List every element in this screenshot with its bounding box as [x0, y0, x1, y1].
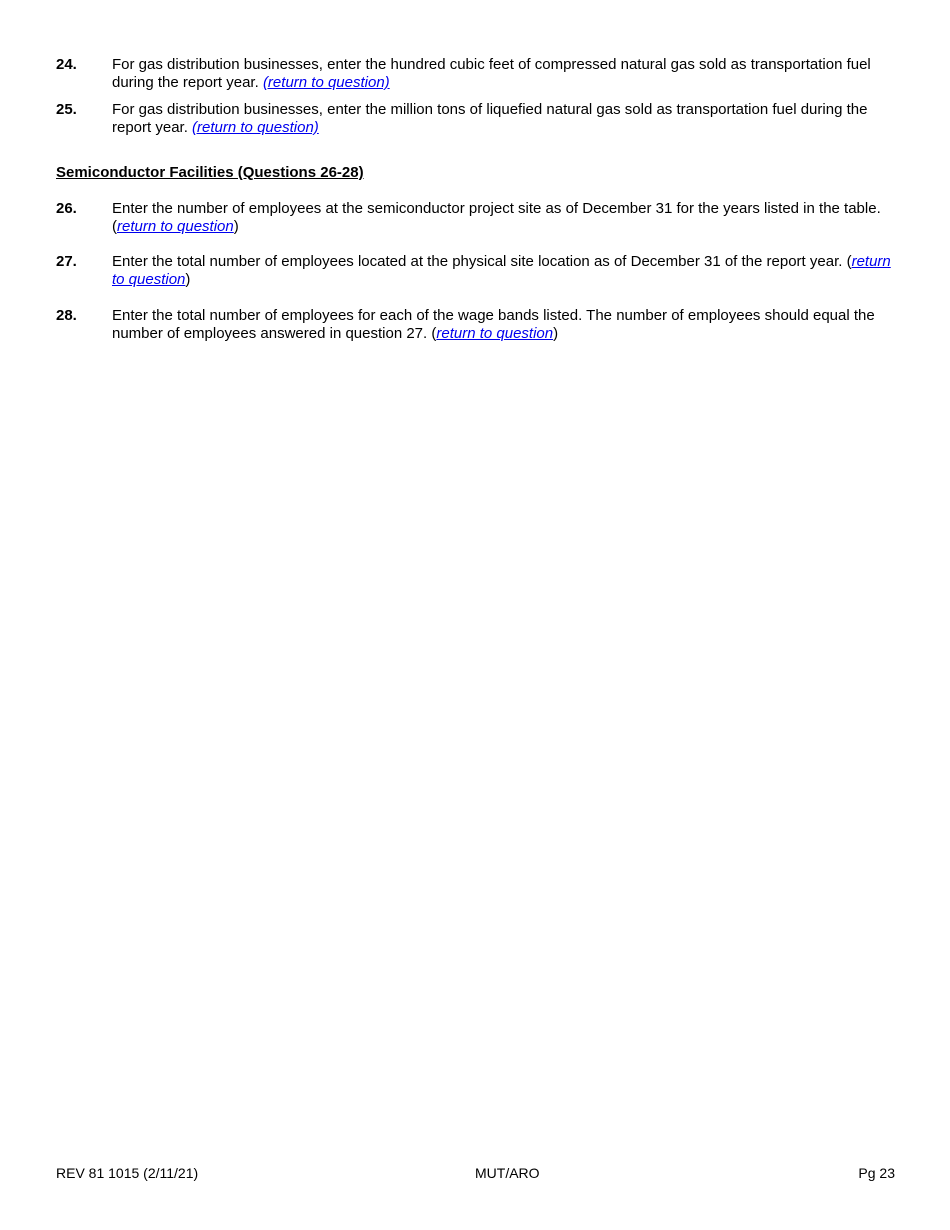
question-text: [112, 307, 901, 343]
return-to-question-link[interactable]: return to question: [117, 218, 234, 235]
question-28: [56, 307, 901, 343]
question-27: [56, 253, 901, 289]
question-body: For gas distribution businesses, enter the million tons of liquefied natural gas sold as transportation fuel during the report year.: [112, 101, 868, 136]
section-heading: Semiconductor Facilities (Questions 26-28): [56, 164, 364, 181]
question-26: [56, 200, 901, 236]
question-text: [112, 200, 901, 236]
question-number: 28.: [56, 307, 77, 324]
question-body: For gas distribution businesses, enter the hundred cubic feet of compressed natural gas sold as transportation fuel during the report year.: [112, 56, 871, 91]
question-25: [56, 101, 901, 137]
footer-page-number: Pg 23: [858, 1165, 895, 1181]
return-to-question-link[interactable]: (return to question): [262, 74, 390, 91]
question-text: [112, 56, 901, 92]
question-body: Enter the total number of employees for each of the wage bands listed. The number of employees should equal the number of employees answered in question 27. (: [112, 307, 875, 342]
question-number: 27.: [56, 253, 77, 270]
question-number: 26.: [56, 200, 77, 217]
closing-paren: ): [185, 271, 191, 288]
question-body: Enter the total number of employees located at the physical site location as of December 31 of the report year. (: [112, 253, 852, 270]
question-text: [112, 253, 901, 289]
question-24: [56, 56, 901, 92]
return-to-question-link[interactable]: return to question: [112, 253, 891, 288]
footer-form-id: REV 81 1015 (2/11/21): [56, 1165, 199, 1181]
return-to-question-link[interactable]: (return to question): [192, 119, 319, 136]
return-to-question-link[interactable]: return to question: [436, 325, 554, 342]
question-text: [112, 101, 901, 137]
footer-center-label: MUT/ARO: [475, 1165, 540, 1181]
closing-paren: ): [233, 218, 239, 235]
closing-paren: ): [553, 325, 559, 342]
question-number: 24.: [56, 56, 77, 73]
question-number: 25.: [56, 101, 77, 118]
question-body: Enter the number of employees at the semiconductor project site as of December 31 for the years listed in the table. (: [112, 200, 881, 235]
